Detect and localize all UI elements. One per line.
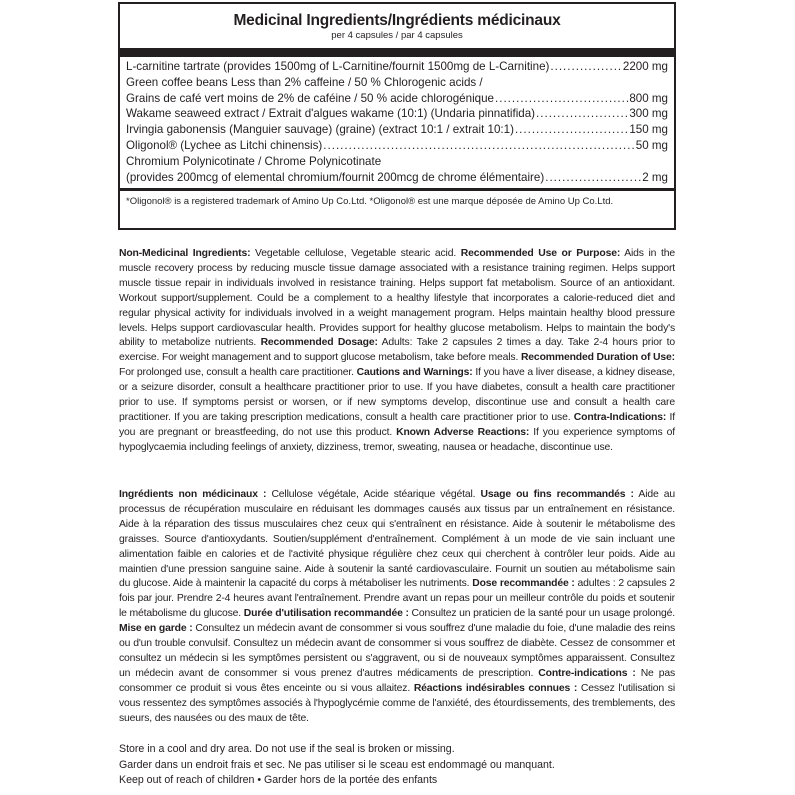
ingredient-row: [126, 138, 668, 154]
cautions-label-fr: Mise en garde :: [119, 623, 193, 635]
adverse-reactions-label-fr: Réactions indésirables connues :: [413, 682, 578, 694]
leader-dots: [536, 106, 628, 122]
ingredient-row: [126, 59, 668, 75]
contra-indications-text-fr: Ne pas consommer ce produit si vous êtes enceinte ou si vous allaitez.: [119, 667, 675, 694]
adverse-reactions-text-fr: Cessez l'utilisation si vous ressentez des symptômes associés à l'hypoglycémie comme de l'anxiété, des étourdissements, des tremblements, des sueurs, des nausées ou des maux de tête.: [119, 682, 675, 724]
ingredient-name: Chromium Polynicotinate / Chrome Polynicotinate: [126, 154, 382, 168]
trademark-footnote: *Oligonol® is a registered trademark of Amino Up Co.Ltd. *Oligonol® est une marque déposée de Amino Up Co.Ltd.: [126, 196, 614, 208]
cautions-text: If you have a liver disease, a kidney disease, or a seizure disorder, consult a healthcare practitioner prior to use. If you have diabetes, consult a health care practitioner prior to use. If symptoms persist or worsen, or if new symptoms develop, discontinue use and consult a health care practitioner. If you are taking prescription medications, consult a health care practitioner prior to use.: [119, 367, 675, 423]
adverse-reactions-label: Known Adverse Reactions:: [396, 426, 530, 438]
ingredient-name: Wakame seaweed extract / Extrait d'algues wakame (10:1) (Undaria pinnatifida): [126, 107, 536, 121]
storage-line-en: Store in a cool and dry area. Do not use if the seal is broken or missing.: [119, 743, 455, 755]
ingredient-amount: 150 mg: [629, 123, 668, 137]
panel-title: Medicinal Ingredients/Ingrédients médicinaux: [233, 12, 561, 29]
recommended-use-label: Recommended Use or Purpose:: [460, 248, 621, 259]
ingredient-amount: 2 mg: [642, 170, 668, 184]
non-medicinal-label: Non-Medicinal Ingredients:: [119, 248, 251, 259]
duration-label: Recommended Duration of Use:: [520, 352, 675, 364]
dosage-text-fr: adultes : 2 capsules 2 fois par jour. Prendre 2-4 heures avant l'entraînement. Prendre avant un repas pour un meilleur contrôle du poids et soutenir le métabolisme du glucose.: [119, 578, 675, 620]
leader-dots: [515, 122, 628, 138]
ingredient-name: Grains de café vert moins de 2% de caféine / 50 % acide chlorogénique: [126, 91, 494, 105]
medicinal-ingredients-panel: [118, 2, 676, 230]
ingredient-row: [126, 170, 668, 186]
contra-indications-text: If you are pregnant or breastfeeding, do not use this product.: [119, 411, 675, 438]
ingredient-amount: 50 mg: [635, 138, 668, 152]
ingredient-row: [126, 91, 668, 107]
panel-subtitle: per 4 capsules / par 4 capsules: [331, 30, 463, 41]
recommended-use-text: Aids in the muscle recovery process by reducing muscle tissue damage associated with a resistance training regimen. Helps support muscle tissue repair in individuals involved in resistance training. Helps support fat metabolism. Source of an antioxidant. Workout support/supplement. Could be a complement to a healthy lifestyle that incorporates a calorie-reduced diet and regular physical activity for individuals involved in a weight management program. Helps maintain healthy blood pressure levels. Helps support cardiovascular health. Provides support for healthy glucose metabolism. Helps to maintain the body's ability to metabolize nutrients.: [119, 248, 675, 349]
leader-dots: [545, 170, 641, 186]
contra-indications-label-fr: Contre-indications :: [538, 667, 636, 679]
ingredient-row: [126, 106, 668, 122]
ingredient-amount: 300 mg: [629, 107, 668, 121]
ingredient-name: (provides 200mcg of elemental chromium/fournit 200mcg de chrome élémentaire): [126, 170, 545, 184]
dosage-label-fr: Dose recommandée :: [472, 578, 575, 590]
ingredient-name: L-carnitine tartrate (provides 1500mg of L-Carnitine/fournit 1500mg de L-Carnitine): [126, 60, 550, 73]
storage-line-fr: Garder dans un endroit frais et sec. Ne pas utiliser si le sceau est endommagé ou manquant.: [119, 758, 555, 771]
contra-indications-label: Contra-Indications:: [573, 411, 667, 423]
non-medicinal-label-fr: Ingrédients non médicinaux :: [119, 489, 267, 500]
non-medicinal-text-fr: Cellulose végétale, Acide stéarique végétal.: [266, 489, 481, 500]
ingredient-name: Irvingia gabonensis (Manguier sauvage) (graine) (extract 10:1 / extrait 10:1): [126, 123, 514, 137]
storage-instructions: [119, 742, 679, 789]
cautions-text-fr: Consultez un médecin avant de consommer si vous souffrez d'une maladie du foie, d'une maladie des reins ou d'un trouble convulsif. Consultez un médecin avant de consommer si vous souffrez de diabète. Cessez de consommer et consultez un médecin si les symptômes persistent ou s'aggravent, ou si de nouveaux symptômes apparaissent. Consultez un médecin avant de consommer si vous prenez d'autres médicaments de prescription.: [119, 623, 675, 679]
recommended-use-label-fr: Usage ou fins recommandés :: [480, 489, 634, 500]
adverse-reactions-text: If you experience symptoms of hypoglycaemia including feelings of anxiety, dizziness, tremor, sweating, nausea or headache, discontinue use.: [119, 426, 675, 453]
ingredient-list: [120, 57, 674, 185]
leader-dots: [550, 59, 621, 75]
leader-dots: [495, 91, 628, 107]
english-directions: [119, 247, 675, 456]
dosage-label: Recommended Dosage:: [260, 337, 378, 349]
ingredient-amount: 800 mg: [629, 91, 668, 105]
children-warning: Keep out of reach of children • Garder hors de la portée des enfants: [119, 774, 438, 786]
cautions-label: Cautions and Warnings:: [356, 367, 473, 379]
ingredient-name: Green coffee beans Less than 2% caffeine / 50 % Chlorogenic acids /: [126, 75, 483, 89]
leader-dots: [323, 138, 634, 154]
non-medicinal-text: Vegetable cellulose, Vegetable stearic acid.: [250, 248, 461, 259]
duration-text: For prolonged use, consult a health care practitioner.: [119, 367, 357, 379]
recommended-use-text-fr: Aide au processus de récupération musculaire en réduisant les dommages causés aux tissus par un entraînement en résistance. Aide à la réparation des tissus musculaires chez ceux qui s'entraînent en résistance. Aide à soutenir le métabolisme des graisses. Source d'antioxydants. Soutien/supplément d'entraînement. Complément à un mode de vie sain incluant une alimentation faible en calories et de l'activité physique régulière chez ceux qui cherchent à contrôler leur poids. Aide au maintien d'une pression sanguine saine. Aide à soutenir la santé cardiovasculaire. Fournit un soutien au métabolisme sain du glucose. Aide à maintenir la capacité du corps à métaboliser les nutriments.: [119, 489, 676, 590]
thick-divider: [120, 48, 674, 57]
dosage-text: Adults: Take 2 capsules 2 times a day. Take 2-4 hours prior to exercise. For weight management and to support glucose metabolism, take before meals.: [119, 337, 675, 364]
duration-text-fr: Consultez un praticien de la santé pour un usage prolongé.: [408, 608, 676, 620]
ingredient-row: [126, 75, 668, 91]
french-directions: [119, 488, 675, 727]
ingredient-amount: 2200 mg: [622, 60, 668, 73]
ingredient-row: [126, 154, 668, 170]
ingredient-row: [126, 122, 668, 138]
ingredient-name: Oligonol® (Lychee as Litchi chinensis): [126, 138, 323, 152]
duration-label-fr: Durée d'utilisation recommandée :: [243, 608, 409, 620]
